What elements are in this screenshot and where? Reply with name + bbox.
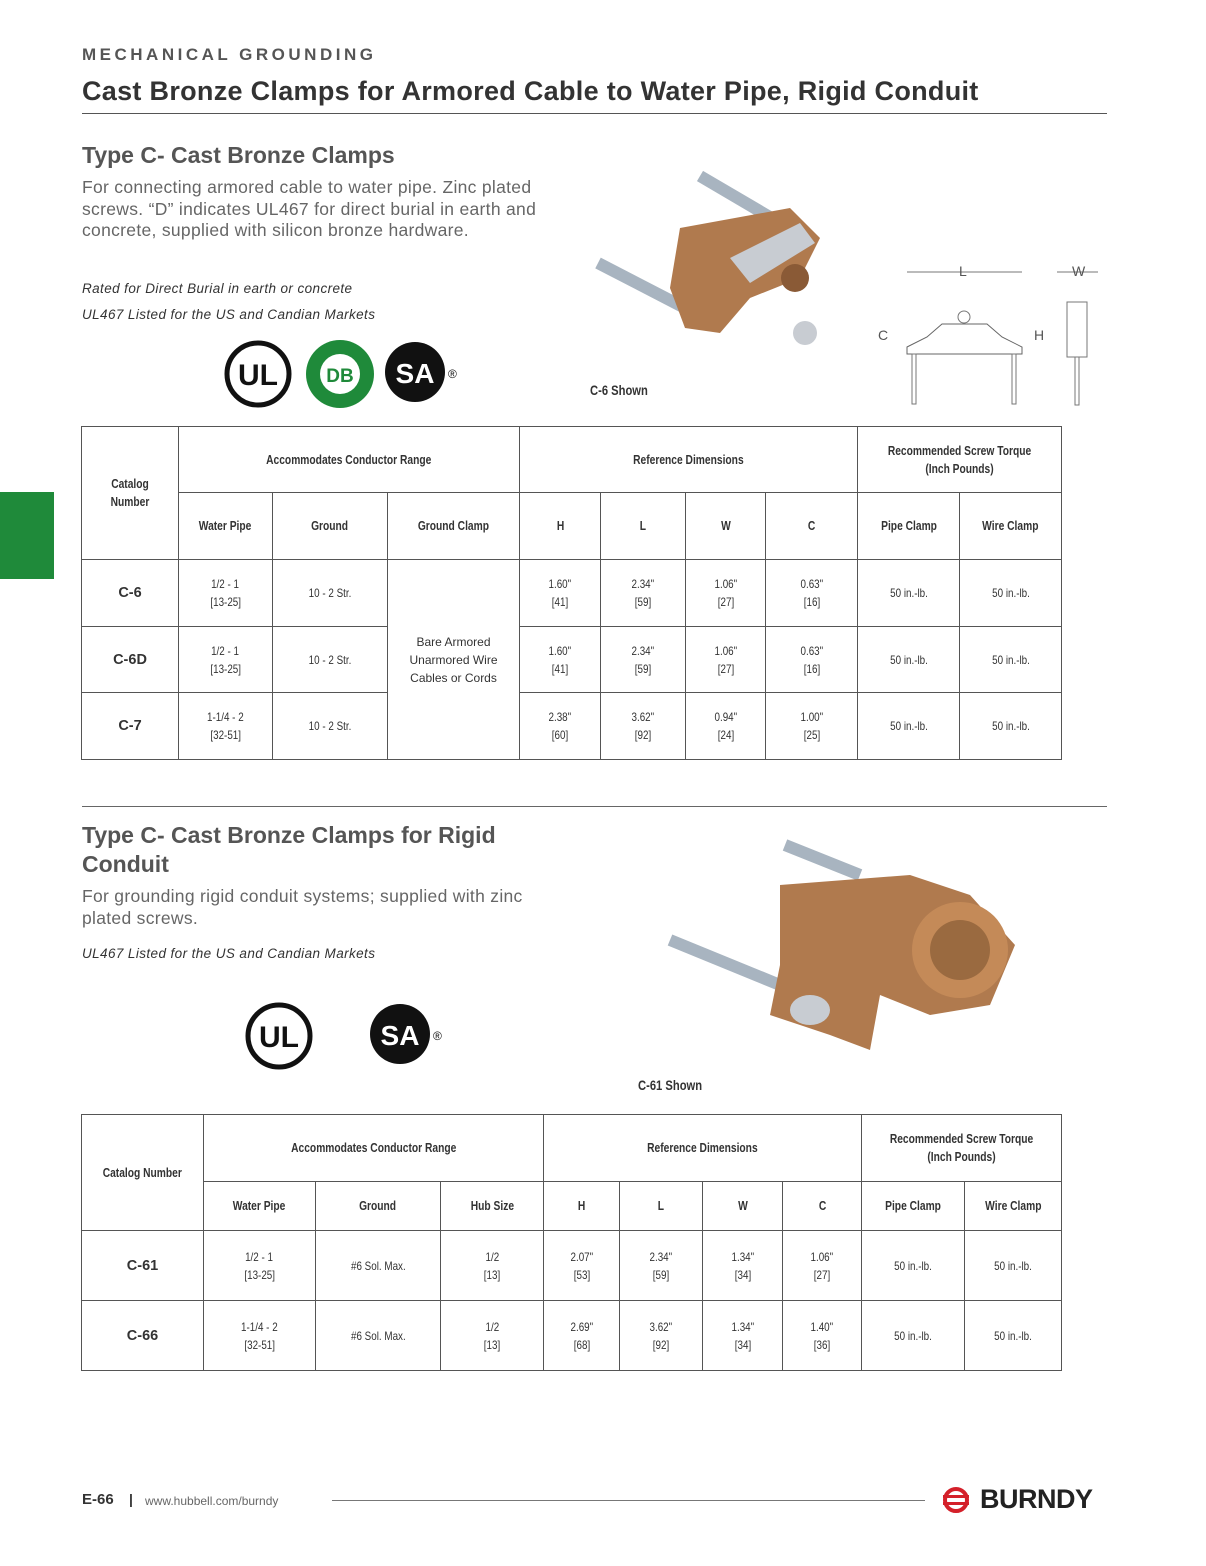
column-header: W	[703, 1182, 783, 1231]
table-row	[82, 693, 1062, 760]
column-header: W	[686, 493, 766, 560]
note: UL467 Listed for the US and Candian Markets	[82, 307, 376, 322]
section1-heading: Type C- Cast Bronze Clamps	[82, 142, 395, 168]
catalog-number: C-6	[82, 560, 179, 627]
c61-product-photo	[660, 835, 1020, 1055]
footer-separator: |	[129, 1491, 133, 1507]
direct-burial-logo-icon	[306, 340, 374, 408]
column-header: H	[520, 493, 601, 560]
csa-logo-icon	[385, 342, 457, 402]
ground-range: 10 - 2 Str.	[273, 693, 388, 760]
csa-logo-icon	[370, 1004, 442, 1064]
pipe-clamp-torque: 50 in.-lb.	[858, 626, 960, 693]
ul-logo-icon	[248, 1005, 310, 1067]
column-header: C	[783, 1182, 862, 1231]
column-header: Pipe Clamp	[858, 493, 960, 560]
section2-description: For grounding rigid conduit systems; supplied with zinc plated screws.	[82, 886, 523, 928]
column-header: Ground	[316, 1182, 441, 1231]
column-header: Wire Clamp	[965, 1182, 1062, 1231]
header-conductor-range: Accommodates Conductor Range	[204, 1115, 544, 1182]
table-row	[82, 560, 1062, 627]
header-reference-dimensions: Reference Dimensions	[544, 1115, 862, 1182]
brand-logo-text: BURNDY	[980, 1484, 1093, 1514]
svg-text:SA: SA	[395, 358, 435, 389]
water-pipe-range: 1/2 - 1 [13-25]	[179, 626, 273, 693]
svg-text:SA: SA	[380, 1020, 420, 1051]
spec-table-rigid-conduit	[81, 1114, 1062, 1371]
column-header: Water Pipe	[179, 493, 273, 560]
pipe-clamp-torque: 50 in.-lb.	[858, 693, 960, 760]
svg-text:UL: UL	[259, 1021, 299, 1054]
column-header: C	[766, 493, 858, 560]
dimension-h: 1.60" [41]	[520, 560, 601, 627]
ground-range: 10 - 2 Str.	[273, 560, 388, 627]
wire-clamp-torque: 50 in.-lb.	[965, 1301, 1062, 1371]
water-pipe-range: 1/2 - 1 [13-25]	[179, 560, 273, 627]
dimension-c: 0.63" [16]	[766, 560, 858, 627]
section2-heading: Type C- Cast Bronze Clamps for Rigid Conduit	[82, 822, 496, 877]
spec-table-type-c	[81, 426, 1062, 760]
dimension-c: 0.63" [16]	[766, 626, 858, 693]
water-pipe-range: 1-1/4 - 2 [32-51]	[204, 1301, 316, 1371]
dimension-l: 2.34" [59]	[601, 560, 686, 627]
dimension-w: 1.34" [34]	[703, 1301, 783, 1371]
ground-range: #6 Sol. Max.	[316, 1301, 441, 1371]
column-header: Pipe Clamp	[862, 1182, 965, 1231]
wire-clamp-torque: 50 in.-lb.	[960, 693, 1062, 760]
catalog-number: C-7	[82, 693, 179, 760]
dimension-w: 1.34" [34]	[703, 1231, 783, 1301]
note: UL467 Listed for the US and Candian Markets	[82, 946, 376, 961]
svg-text:®: ®	[448, 367, 457, 381]
header-catalog: Catalog Number	[82, 1115, 204, 1231]
divider	[82, 113, 1107, 114]
ul-logo-icon	[227, 343, 289, 405]
pipe-clamp-torque: 50 in.-lb.	[862, 1231, 965, 1301]
hub-size: 1/2 [13]	[441, 1231, 544, 1301]
certification-logos	[222, 336, 462, 412]
water-pipe-range: 1-1/4 - 2 [32-51]	[179, 693, 273, 760]
catalog-number: C-66	[82, 1301, 204, 1371]
wire-clamp-torque: 50 in.-lb.	[960, 626, 1062, 693]
image-caption: C-61 Shown	[638, 1077, 703, 1093]
ground-clamp-text: Bare Armored Unarmored Wire Cables or Cords	[409, 634, 498, 685]
dim-label-l: L	[959, 263, 967, 279]
table-row	[82, 1231, 1062, 1301]
dim-label-c: C	[878, 327, 889, 343]
ground-range: 10 - 2 Str.	[273, 626, 388, 693]
dimension-h: 2.38" [60]	[520, 693, 601, 760]
table-row	[82, 1301, 1062, 1371]
dimension-c: 1.40" [36]	[783, 1301, 862, 1371]
pipe-clamp-torque: 50 in.-lb.	[862, 1301, 965, 1371]
dim-label-w: W	[1072, 263, 1086, 279]
column-header: Water Pipe	[204, 1182, 316, 1231]
c6-product-photo	[590, 168, 830, 363]
section-label: MECHANICAL GROUNDING	[82, 45, 377, 64]
dim-label-h: H	[1034, 327, 1045, 343]
dimension-w: 1.06" [27]	[686, 560, 766, 627]
burndy-logo-icon	[943, 1486, 971, 1514]
page-number: E-66	[82, 1491, 114, 1508]
page-title: Cast Bronze Clamps for Armored Cable to Water Pipe, Rigid Conduit	[82, 76, 979, 106]
hub-size: 1/2 [13]	[441, 1301, 544, 1371]
column-header: L	[601, 493, 686, 560]
divider	[82, 806, 1107, 807]
dimension-h: 2.07" [53]	[544, 1231, 620, 1301]
header-reference-dimensions: Reference Dimensions	[520, 427, 858, 493]
ground-clamp	[388, 560, 520, 760]
certification-logos	[240, 998, 450, 1074]
column-header: H	[544, 1182, 620, 1231]
header-screw-torque: Recommended Screw Torque (Inch Pounds)	[858, 427, 1062, 493]
column-header: Ground Clamp	[388, 493, 520, 560]
dimension-diagram	[872, 262, 1102, 412]
svg-text:UL: UL	[238, 359, 278, 392]
footer-rule	[332, 1500, 925, 1501]
footer-url[interactable]: www.hubbell.com/burndy	[145, 1494, 279, 1508]
column-header: Ground	[273, 493, 388, 560]
pipe-clamp-torque: 50 in.-lb.	[858, 560, 960, 627]
wire-clamp-torque: 50 in.-lb.	[960, 560, 1062, 627]
water-pipe-range: 1/2 - 1 [13-25]	[204, 1231, 316, 1301]
dimension-c: 1.06" [27]	[783, 1231, 862, 1301]
header-screw-torque: Recommended Screw Torque (Inch Pounds)	[862, 1115, 1062, 1182]
svg-text:®: ®	[433, 1029, 442, 1043]
column-header: L	[620, 1182, 703, 1231]
note: Rated for Direct Burial in earth or concrete	[82, 281, 353, 296]
column-header: Wire Clamp	[960, 493, 1062, 560]
catalog-number: C-6D	[82, 626, 179, 693]
dimension-l: 3.62" [92]	[620, 1301, 703, 1371]
svg-text:DB: DB	[326, 366, 354, 387]
dimension-l: 3.62" [92]	[601, 693, 686, 760]
dimension-c: 1.00" [25]	[766, 693, 858, 760]
ground-range: #6 Sol. Max.	[316, 1231, 441, 1301]
header-catalog: Catalog Number	[82, 427, 179, 560]
dimension-w: 0.94" [24]	[686, 693, 766, 760]
section-tab	[0, 492, 54, 579]
header-conductor-range: Accommodates Conductor Range	[179, 427, 520, 493]
image-caption: C-6 Shown	[590, 382, 648, 398]
dimension-h: 2.69" [68]	[544, 1301, 620, 1371]
dimension-w: 1.06" [27]	[686, 626, 766, 693]
section1-description: For connecting armored cable to water pipe. Zinc plated screws. “D” indicates UL467 for direct burial in earth and concrete, supplied with silicon bronze hardware.	[82, 177, 537, 240]
dimension-h: 1.60" [41]	[520, 626, 601, 693]
dimension-l: 2.34" [59]	[601, 626, 686, 693]
catalog-number: C-61	[82, 1231, 204, 1301]
dimension-l: 2.34" [59]	[620, 1231, 703, 1301]
column-header: Hub Size	[441, 1182, 544, 1231]
table-row	[82, 626, 1062, 693]
wire-clamp-torque: 50 in.-lb.	[965, 1231, 1062, 1301]
